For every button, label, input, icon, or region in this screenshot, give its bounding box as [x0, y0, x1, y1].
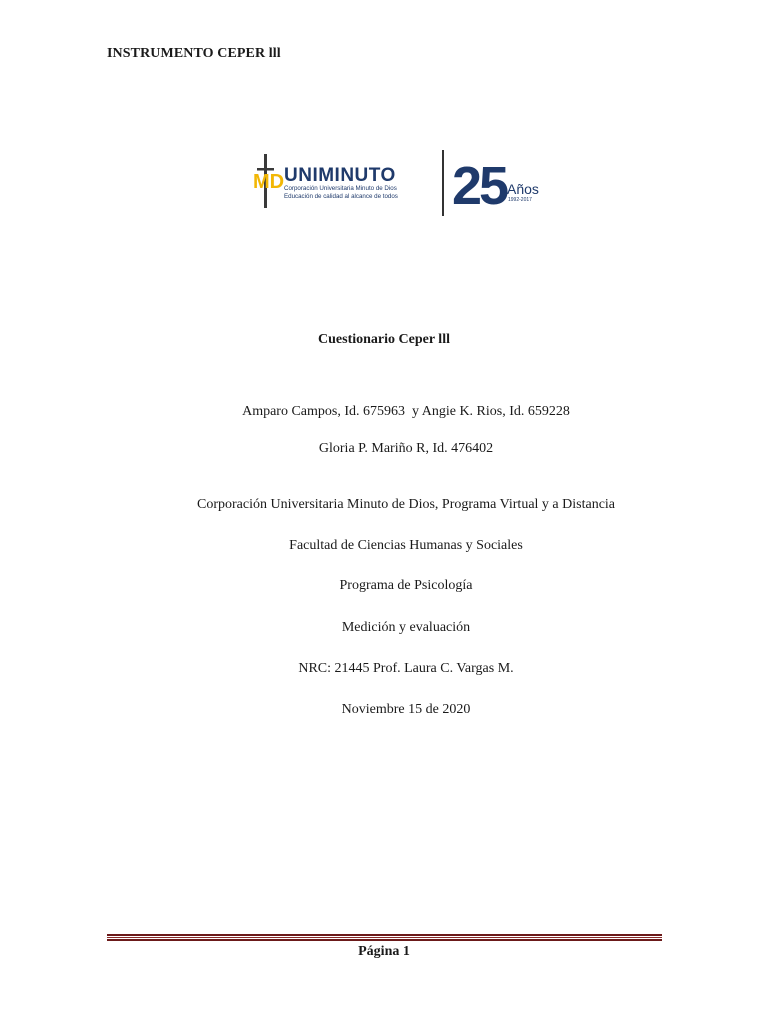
logo-anniversary-word: Años — [507, 181, 539, 197]
authors-line-1: Amparo Campos, Id. 675963 y Angie K. Rios, Id. 659228 — [242, 404, 570, 419]
logo-mark-letters: MD — [253, 171, 285, 193]
footer-rule — [107, 934, 662, 941]
authors-line-2: Gloria P. Mariño R, Id. 476402 — [318, 441, 494, 456]
date-line: Noviembre 15 de 2020 — [341, 702, 471, 717]
running-header: INSTRUMENTO CEPER lll — [107, 46, 281, 61]
institution-line: Corporación Universitaria Minuto de Dios, Programa Virtual y a Distancia — [196, 497, 616, 512]
logo-anniversary-years: 1992-2017 — [508, 197, 532, 203]
nrc-line: NRC: 21445 Prof. Laura C. Vargas M. — [298, 661, 514, 676]
logo-divider — [442, 150, 444, 216]
logo-brand-name: UNIMINUTO — [284, 165, 396, 186]
page-number: Página 1 — [358, 944, 410, 959]
logo-brand-tagline: Educación de calidad al alcance de todos — [284, 193, 398, 200]
logo-brand-subtitle: Corporación Universitaria Minuto de Dios — [284, 185, 397, 192]
program-line: Programa de Psicología — [339, 578, 473, 593]
uniminuto-25-anos-logo — [251, 148, 551, 218]
logo-anniversary-number: 25 — [452, 156, 507, 216]
faculty-line: Facultad de Ciencias Humanas y Sociales — [289, 538, 523, 553]
course-line: Medición y evaluación — [341, 620, 471, 635]
document-title: Cuestionario Ceper lll — [318, 332, 450, 347]
